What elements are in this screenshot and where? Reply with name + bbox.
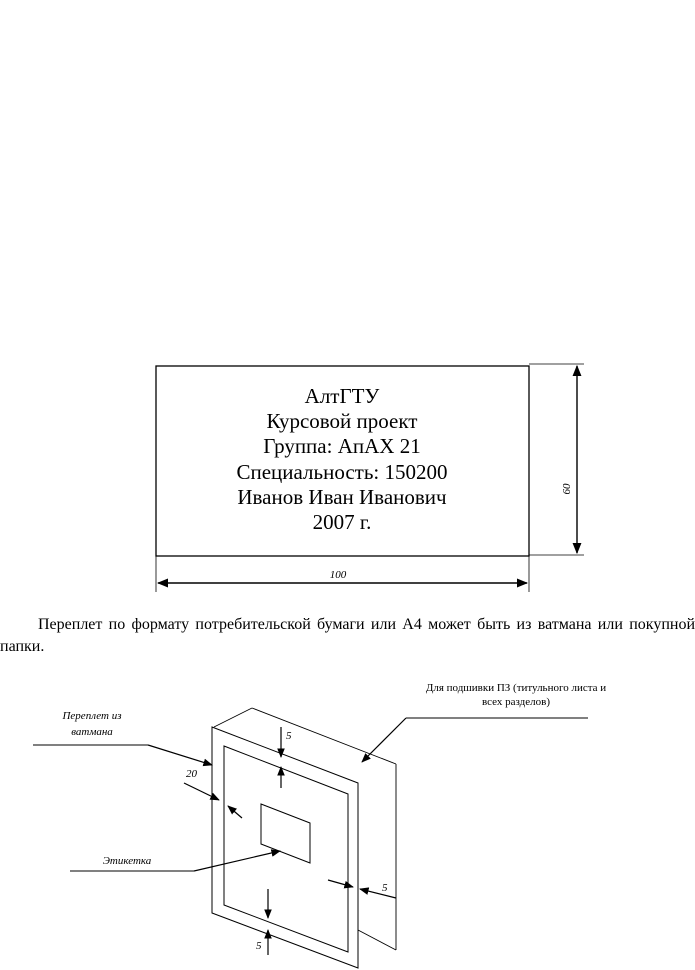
label-line-student: Иванов Иван Иванович (237, 485, 447, 509)
binder-back-panel (214, 709, 396, 968)
back-top-long (252, 708, 396, 764)
dim-left-arrow-outer (184, 783, 219, 800)
dim-right-text: 5 (382, 882, 388, 894)
label-line-group: Группа: АпАХ 21 (263, 434, 421, 458)
label-line-university: АлтГТУ (304, 384, 380, 408)
note-binding-line2: всех разделов) (482, 696, 550, 708)
note-cover-line1: Переплет из (62, 710, 122, 722)
back-top-edge (214, 708, 252, 727)
dim-right-arrow-inner (328, 880, 353, 887)
width-dim-text: 100 (329, 569, 347, 581)
label-line-project: Курсовой проект (266, 409, 418, 433)
height-dim-text: 60 (561, 483, 573, 495)
note-binding-line1: Для подшивки ПЗ (титульного листа и (425, 682, 607, 694)
leader-cover-arrow (148, 745, 212, 765)
binding-paragraph: Переплет по формату потребительской бумаги или А4 может быть из ватмана или покупной папки. (0, 616, 695, 655)
label-sample (156, 364, 584, 592)
leader-binding-arrow (362, 718, 406, 762)
dim-top-text: 5 (286, 730, 292, 742)
dim-left-text: 20 (186, 768, 197, 780)
dim-right-arrow-outer (360, 889, 396, 898)
dim-left-arrow-inner (228, 806, 242, 818)
leader-label-arrow (194, 851, 280, 871)
binder-diagram (33, 682, 606, 968)
label-line-speciality: Специальность: 150200 (236, 460, 448, 484)
dim-bottom-text: 5 (256, 940, 262, 952)
note-label: Этикетка (102, 855, 152, 867)
binder-front-cover (212, 727, 358, 968)
binder-inner-frame (224, 746, 348, 952)
note-cover-line2: ватмана (71, 726, 113, 738)
back-bottom-edge (358, 930, 396, 950)
label-line-year: 2007 г. (312, 510, 372, 534)
